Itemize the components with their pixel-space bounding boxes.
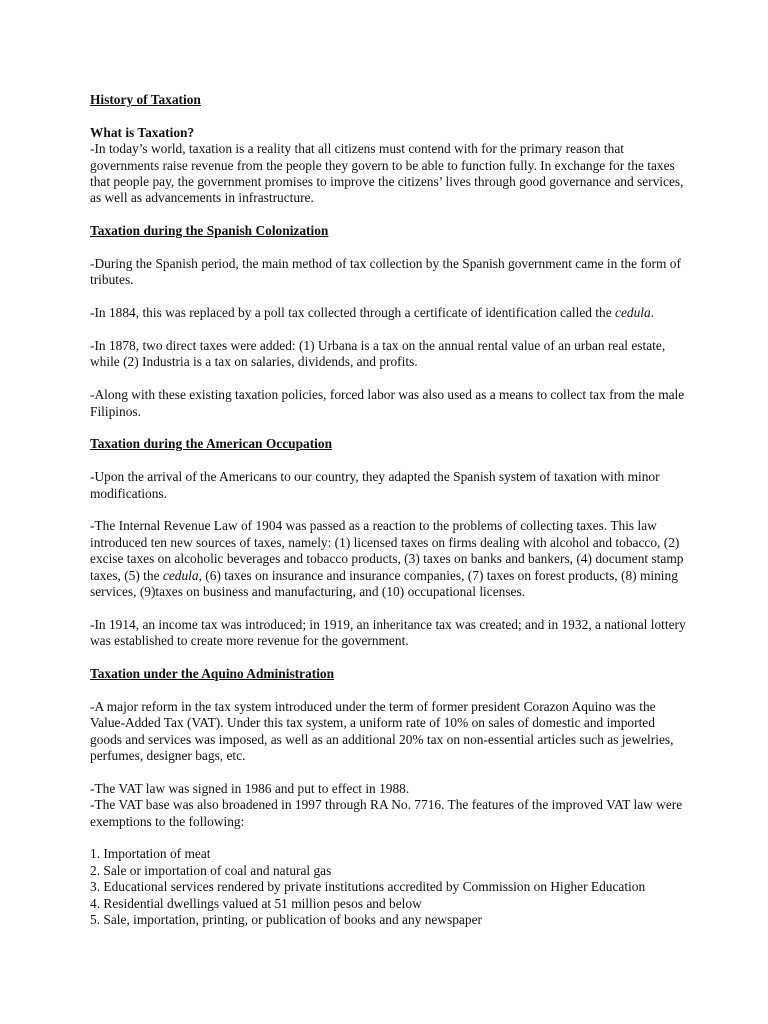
spacer	[90, 207, 690, 223]
spanish-section-heading: Taxation during the Spanish Colonization	[90, 223, 329, 239]
spanish-paragraph-4: -Along with these existing taxation policies, forced labor was also used as a means to collect tax from the male Filipinos.	[90, 387, 685, 419]
aquino-paragraph-2: -The VAT law was signed in 1986 and put to effect in 1988.	[90, 780, 410, 796]
spacer	[90, 289, 690, 305]
list-item: 3. Educational services rendered by private institutions accredited by Commission on Higher Education	[90, 879, 646, 895]
american-paragraph-1: -Upon the arrival of the Americans to our country, they adapted the Spanish system of taxation with minor modifications.	[90, 469, 660, 501]
spanish-paragraph-2	[90, 305, 690, 321]
list-item: 1. Importation of meat	[90, 846, 211, 862]
cedula-term: cedula	[615, 305, 651, 321]
spanish-paragraph-1: -During the Spanish period, the main method of tax collection by the Spanish government came in the form of tributes.	[90, 256, 681, 288]
list-item: 4. Residential dwellings valued at 51 million pesos and below	[90, 895, 422, 911]
aquino-section-heading: Taxation under the Aquino Administration	[90, 666, 335, 682]
text-run: .	[650, 305, 655, 321]
spanish-paragraph-3: -In 1878, two direct taxes were added: (1) Urbana is a tax on the annual rental value of an urban real estate, while (2) Industria is a tax on salaries, dividends, and profits.	[90, 338, 666, 370]
aquino-paragraph-3: -The VAT base was also broadened in 1997 through RA No. 7716. The features of the improved VAT law were exemptions to the following:	[90, 797, 683, 829]
aquino-paragraph-1: -A major reform in the tax system introduced under the term of former president Corazon Aquino was the Value-Added Tax (VAT). Under this tax system, a uniform rate of 10% on sales of domestic and imported goods and services was imposed, as well as an additional 20% tax on non-essential articles such as jewelries, perfumes, designer bags, etc.	[90, 698, 674, 764]
spacer	[90, 240, 690, 256]
document-page	[90, 92, 690, 929]
spacer	[90, 764, 690, 780]
spacer	[90, 371, 690, 387]
list-item: 5. Sale, importation, printing, or publication of books and any newspaper	[90, 912, 482, 928]
text-run: -The Internal Revenue Law of 1904 was passed as a reaction to the problems of collecting taxes. This law introduced ten new sources of taxes, namely: (1) licensed taxes on firms dealing with alcohol and tobacco, (2) excise taxes on alcoholic beverages and tobacco products, (3) taxes on banks and bankers, (4) document stamp taxes, (5) the	[90, 518, 684, 583]
text-run: , (6) taxes on insurance and insurance companies, (7) taxes on forest products, (8) mining services, (9)taxes on business and manufacturing, and (10) occupational licenses.	[90, 567, 678, 600]
list-item: 2. Sale or importation of coal and natural gas	[90, 862, 332, 878]
american-paragraph-2	[90, 518, 690, 600]
spacer	[90, 600, 690, 616]
what-is-taxation-heading: What is Taxation?	[90, 124, 195, 140]
spacer	[90, 502, 690, 518]
what-is-taxation-paragraph: -In today’s world, taxation is a reality that all citizens must contend with for the primary reason that governments raise revenue from the people they govern to be able to function fully. In exchange for the taxes that people pay, the government promises to improve the citizens’ lives through good governance and services, as well as advancements in infrastructure.	[90, 141, 684, 206]
spacer	[90, 322, 690, 338]
spacer	[90, 420, 690, 436]
american-paragraph-3: -In 1914, an income tax was introduced; in 1919, an inheritance tax was created; and in 1932, a national lottery was established to create more revenue for the government.	[90, 616, 686, 649]
spacer	[90, 650, 690, 666]
spacer	[90, 830, 690, 846]
spacer	[90, 682, 690, 698]
text-run: -In 1884, this was replaced by a poll tax collected through a certificate of identification called the	[90, 305, 616, 321]
document-title: History of Taxation	[90, 92, 201, 107]
vat-exemptions-list	[90, 846, 690, 928]
spacer	[90, 108, 690, 124]
american-section-heading: Taxation during the American Occupation	[90, 436, 333, 452]
cedula-term: cedula	[162, 567, 199, 583]
spacer	[90, 453, 690, 469]
